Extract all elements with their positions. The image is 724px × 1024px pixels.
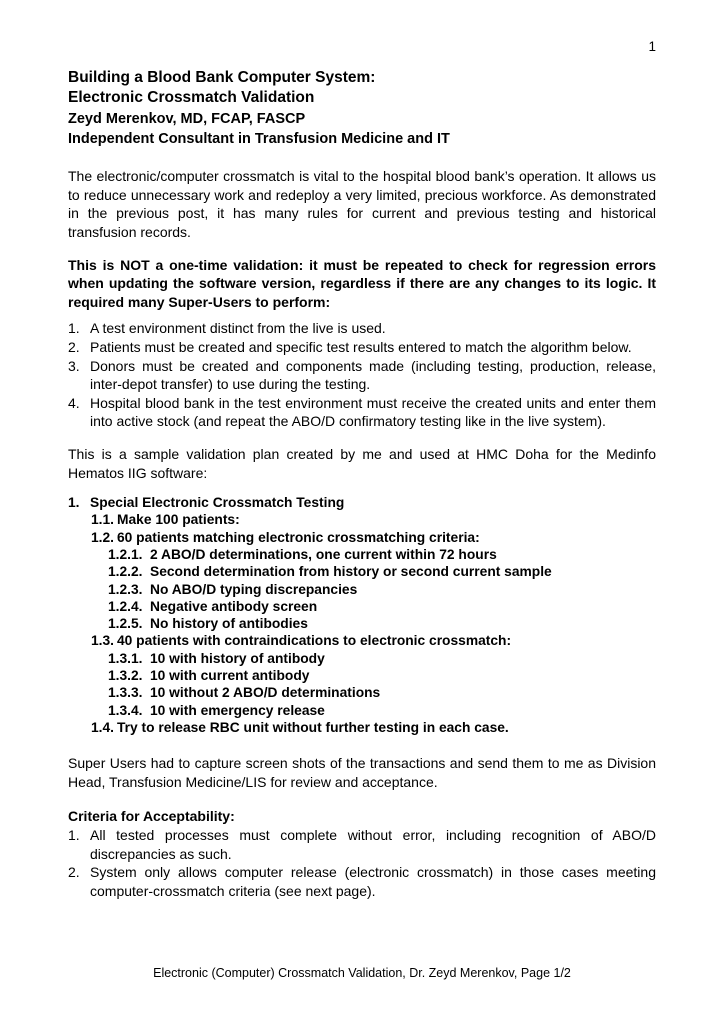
item-text: A test environment distinct from the live is used.	[90, 320, 386, 337]
criteria-section	[68, 807, 656, 900]
super-users-paragraph: Super Users had to capture screen shots of the transactions and send them to me as Division Head, Transfusion Medicine/LIS for review and acceptance.	[68, 755, 656, 790]
item-text: Patients must be created and specific test results entered to match the algorithm below.	[90, 338, 632, 355]
item-text: Negative antibody screen	[150, 598, 318, 614]
validation-plan-outline	[68, 494, 656, 736]
item-text: Special Electronic Crossmatch Testing	[90, 495, 345, 511]
plan-item	[108, 563, 656, 580]
item-number: 3.	[68, 357, 80, 374]
item-number: 1.3.1.	[108, 650, 143, 666]
plan-item	[108, 598, 656, 615]
plan-item	[91, 632, 656, 649]
requirements-list	[68, 319, 656, 431]
item-text: Second determination from history or second current sample	[150, 564, 552, 580]
plan-item	[91, 511, 656, 528]
intro-paragraph: The electronic/computer crossmatch is vital to the hospital blood bank’s operation. It allows us to reduce unnecessary work and redeploy a very limited, precious workforce. As demonstrated in the previous post, it has many rules for current and previous testing and historical transfusion records.	[68, 168, 656, 240]
validation-note-paragraph: This is NOT a one-time validation: it must be repeated to check for regression errors when updating the software version, regardless if there are any changes to its logic. It required many Super-Users to perform:	[68, 256, 656, 310]
item-text: 2 ABO/D determinations, one current within 72 hours	[150, 546, 497, 562]
item-text: System only allows computer release (electronic crossmatch) in those cases meeting computer-crossmatch criteria (see next page).	[90, 864, 656, 899]
item-number: 1.3.3.	[108, 685, 143, 701]
plan-item	[108, 581, 656, 598]
plan-item	[108, 702, 656, 719]
plan-item	[68, 494, 656, 511]
item-number: 2.	[68, 338, 80, 355]
requirement-item	[68, 394, 656, 431]
item-number: 1.4.	[91, 719, 115, 735]
requirement-item	[68, 338, 656, 357]
requirement-item	[68, 319, 656, 338]
item-text: 10 with history of antibody	[150, 650, 325, 666]
item-text: Hospital blood bank in the test environment must receive the created units and enter them into active stock (and repeat the ABO/D confirmatory testing like in the live system).	[90, 394, 656, 430]
criteria-item	[68, 826, 656, 863]
item-number: 1.2.3.	[108, 581, 143, 597]
plan-item	[91, 719, 656, 736]
item-number: 1.2.5.	[108, 616, 143, 632]
item-number: 2.	[68, 864, 80, 881]
item-number: 1.2.2.	[108, 564, 143, 580]
item-number: 1.3.	[91, 633, 115, 649]
plan-item	[108, 615, 656, 632]
item-text: 60 patients matching electronic crossmatching criteria:	[117, 529, 480, 545]
item-number: 4.	[68, 394, 80, 411]
item-text: 10 with current antibody	[150, 668, 310, 684]
plan-item	[108, 650, 656, 667]
item-number: 1.	[68, 320, 80, 337]
plan-item	[108, 684, 656, 701]
item-number: 1.	[68, 495, 80, 511]
plan-item	[108, 667, 656, 684]
item-number: 1.	[68, 827, 80, 844]
item-text: 40 patients with contraindications to electronic crossmatch:	[117, 633, 512, 649]
item-number: 1.2.	[91, 529, 115, 545]
item-number: 1.2.1.	[108, 546, 143, 562]
item-text: 10 with emergency release	[150, 702, 325, 718]
item-text: No ABO/D typing discrepancies	[150, 581, 358, 597]
item-number: 1.3.4.	[108, 702, 143, 718]
document-header	[68, 68, 656, 149]
item-number: 1.3.2.	[108, 668, 143, 684]
criteria-item	[68, 863, 656, 900]
page-number: 1	[648, 39, 656, 54]
item-text: Donors must be created and components made (including testing, production, release, inter-depot transfer) to use during the testing.	[90, 357, 656, 393]
requirement-item	[68, 357, 656, 394]
document-title-line-1: Building a Blood Bank Computer System:	[68, 69, 376, 86]
criteria-heading: Criteria for Acceptability:	[68, 808, 235, 825]
plan-item	[91, 529, 656, 546]
sample-plan-paragraph: This is a sample validation plan created by me and used at HMC Doha for the Medinfo Hematos IIG software:	[68, 445, 656, 481]
item-text: 10 without 2 ABO/D determinations	[150, 685, 381, 701]
item-text: No history of antibodies	[150, 616, 308, 632]
criteria-list	[68, 826, 656, 900]
item-text: All tested processes must complete without error, including recognition of ABO/D discrepancies as such.	[90, 827, 656, 862]
item-number: 1.1.	[91, 512, 115, 528]
document-title-line-2: Electronic Crossmatch Validation	[68, 89, 315, 107]
plan-item	[108, 546, 656, 563]
item-text: Try to release RBC unit without further testing in each case.	[117, 719, 509, 735]
item-number: 1.2.4.	[108, 598, 143, 614]
author-affiliation: Independent Consultant in Transfusion Medicine and IT	[68, 130, 450, 147]
author-name: Zeyd Merenkov, MD, FCAP, FASCP	[68, 110, 306, 127]
footer-text: Electronic (Computer) Crossmatch Validation, Dr. Zeyd Merenkov, Page 1/2	[153, 966, 571, 980]
item-text: Make 100 patients:	[117, 512, 240, 528]
